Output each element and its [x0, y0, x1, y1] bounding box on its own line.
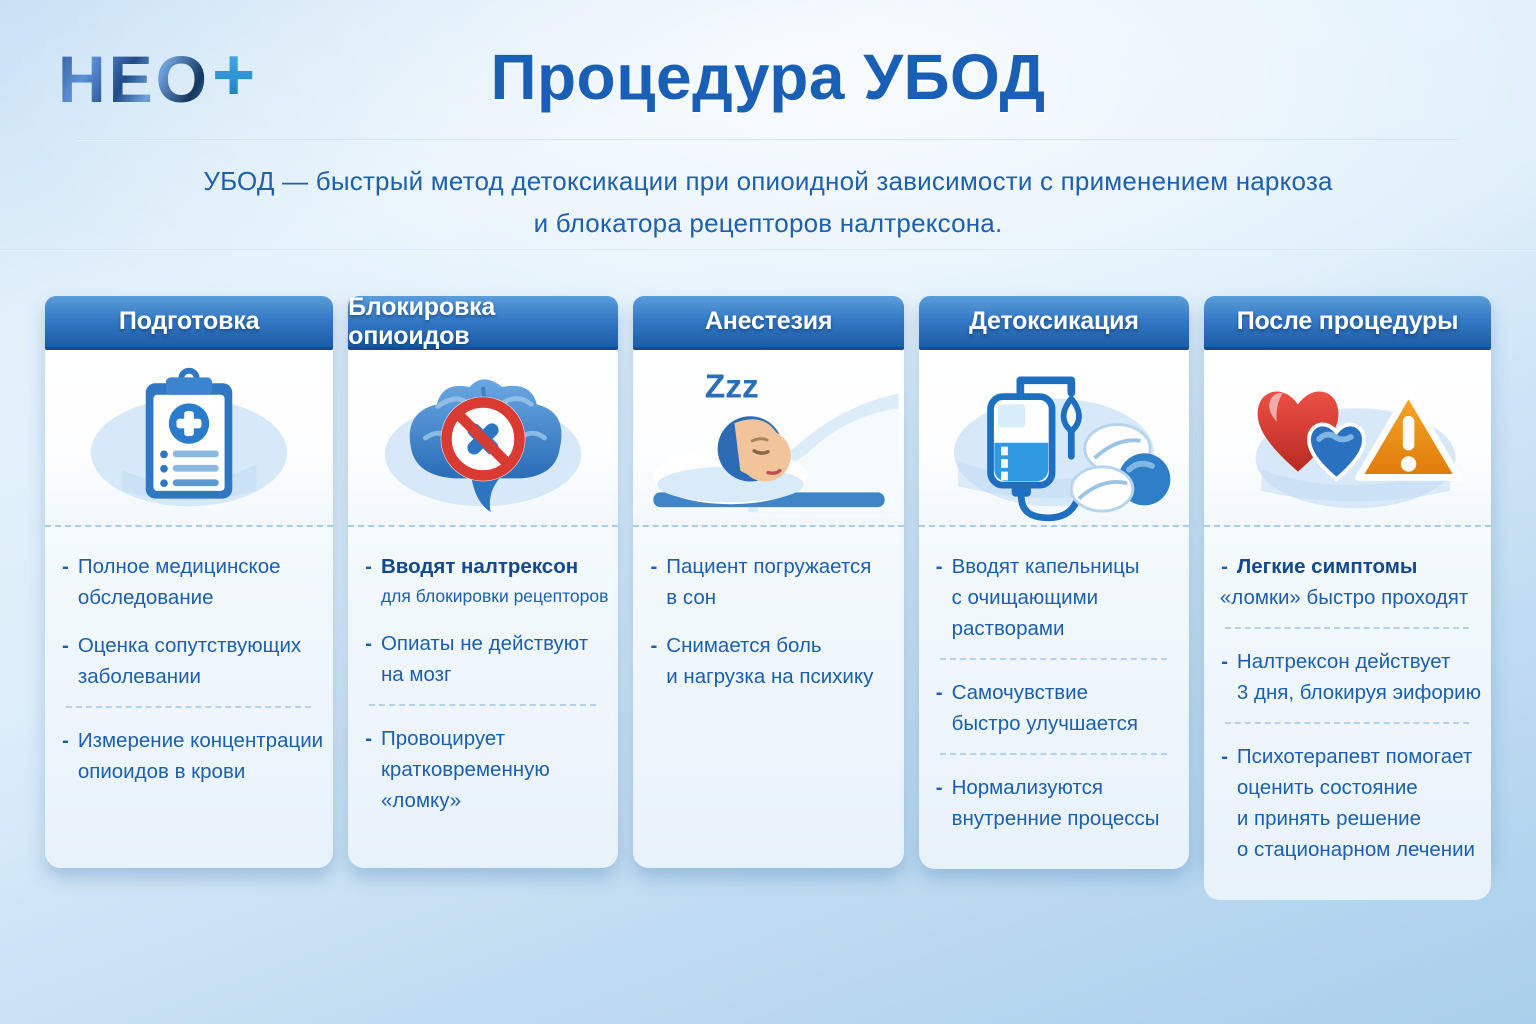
subtitle-line-1: УБОД — быстрый метод детоксикации при опиоидной зависимости с применением наркоза — [203, 166, 1333, 196]
card-detox-header: Детоксикация — [919, 296, 1189, 350]
list-item: - Самочувствие быстро улучшается — [936, 677, 1179, 739]
bullet-divider — [369, 704, 596, 706]
card-opioid-blocking — [348, 292, 618, 868]
card-after-procedure — [1204, 296, 1491, 868]
sleeping-patient-icon — [633, 350, 903, 525]
bullet-divider — [940, 658, 1167, 660]
bullet-dash: - — [650, 634, 658, 657]
list-item: - Психотерапевт помогает оценить состояние и принять решение о стационарном лечении — [1221, 741, 1481, 865]
list-item: - Полное медицинское обследование — [62, 551, 323, 613]
medical-checklist-icon — [45, 350, 333, 525]
list-item: - Измерение концентрации опиоидов в крови — [62, 725, 323, 787]
steps-row — [45, 292, 1491, 868]
bullet-dash: - — [62, 729, 69, 752]
page-title: Процедура УБОД — [490, 41, 1046, 113]
subtitle — [0, 160, 1536, 244]
hearts-warning-icon — [1204, 350, 1491, 525]
header-divider-line — [76, 139, 1458, 141]
list-item: - Вводят налтрексон для блокировки рецепторов — [365, 551, 608, 611]
card-detox-text — [919, 527, 1189, 869]
bullet-dash: - — [1221, 745, 1228, 768]
bullet-divider — [1225, 722, 1469, 724]
card-anesthesia — [633, 296, 903, 868]
logo-plus-icon: + — [212, 33, 256, 116]
bullet-dash: - — [365, 632, 372, 655]
bullet-dash: - — [935, 776, 943, 799]
bullet-dash: - — [1221, 650, 1228, 673]
zzz-text: Zzz — [704, 367, 759, 405]
card-after-procedure-header: После процедуры — [1204, 296, 1491, 350]
bullet-dash: - — [1221, 555, 1228, 578]
bullet-divider — [66, 706, 311, 708]
bullet-divider — [940, 753, 1167, 755]
list-item: - Вводят капельницы с очищающими растворами — [936, 551, 1179, 644]
iv-drip-pills-icon — [919, 350, 1189, 525]
list-item: - Легкие симптомы «ломки» быстро проходят — [1221, 551, 1481, 613]
card-preparation — [45, 296, 333, 868]
list-item: - Оценка сопутствующих заболевании — [62, 630, 323, 692]
blocked-brain-icon — [348, 350, 618, 525]
bullet-dash: - — [62, 634, 69, 657]
card-opioid-blocking-text — [348, 527, 618, 868]
bullet-dash: - — [935, 681, 943, 704]
bullet-dash: - — [365, 555, 372, 578]
bullet-dash: - — [365, 727, 372, 750]
card-detox — [919, 296, 1189, 868]
card-anesthesia-text — [633, 527, 903, 868]
bullet-dash: - — [935, 555, 943, 578]
list-item: - Опиаты не действуют на мозг — [365, 628, 608, 690]
card-preparation-text — [45, 527, 333, 868]
logo-text: НЕО — [58, 42, 211, 116]
card-preparation-header: Подготовка — [45, 296, 333, 350]
list-item: - Нормализуются внутренние процессы — [936, 772, 1179, 834]
bullet-divider — [1225, 627, 1469, 629]
subtitle-line-2: и блокатора рецепторов налтрексона. — [533, 208, 1003, 238]
list-item: - Пациент погружается в сон — [650, 551, 893, 613]
list-item: - Снимается боль и нагрузка на психику — [650, 630, 893, 692]
list-item: - Провоцирует кратковременную «ломку» — [365, 723, 608, 816]
bullet-dash: - — [62, 555, 69, 578]
list-item: - Налтрексон действует 3 дня, блокируя эифорию — [1221, 646, 1481, 708]
section-divider-line — [0, 249, 1536, 251]
card-after-procedure-text — [1204, 527, 1491, 900]
card-opioid-blocking-header: Блокировка опиоидов — [348, 296, 618, 350]
card-anesthesia-header: Анестезия — [633, 296, 903, 350]
bullet-dash: - — [650, 555, 658, 578]
